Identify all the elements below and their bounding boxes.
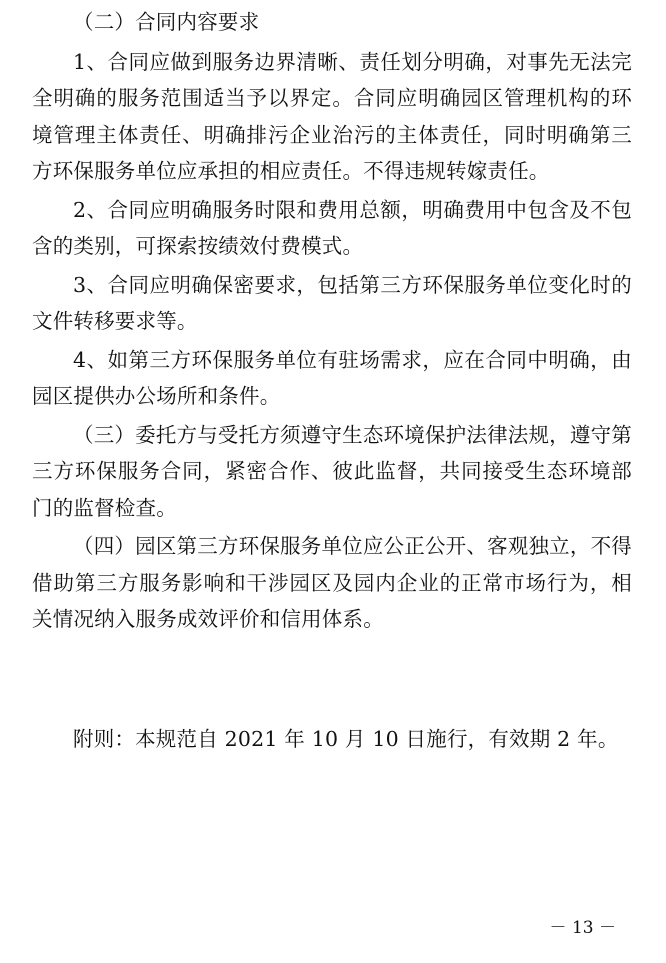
document-body xyxy=(32,4,632,640)
paragraph-5: （三）委托方与受托方须遵守生态环境保护法律法规，遵守第三方环保服务合同，紧密合作、彼此监督，共同接受生态环境部门的监督检查。 xyxy=(32,422,632,520)
paragraph-2: 2、合同应明确服务时限和费用总额，明确费用中包含及不包含的类别，可探索按绩效付费模式。 xyxy=(32,197,632,258)
page-number: － 13 － xyxy=(549,918,616,938)
section-heading: （二）合同内容要求 xyxy=(73,10,260,34)
paragraph-3: 3、合同应明确保密要求，包括第三方环保服务单位变化时的文件转移要求等。 xyxy=(32,272,632,333)
paragraph-1: 1、合同应做到服务边界清晰、责任划分明确，对事先无法完全明确的服务范围适当予以界定。合同应明确园区管理机构的环境管理主体责任、明确排污企业治污的主体责任，同时明确第三方环保服务单位应承担的相应责任。不得违规转嫁责任。 xyxy=(32,49,632,183)
paragraph-6: （四）园区第三方环保服务单位应公正公开、客观独立，不得借助第三方服务影响和干涉园区及园内企业的正常市场行为，相关情况纳入服务成效评价和信用体系。 xyxy=(32,534,632,631)
appendix-note: 附则：本规范自 2021 年 10 月 10 日施行，有效期 2 年。 xyxy=(73,726,619,751)
paragraph-4: 4、如第三方环保服务单位有驻场需求，应在合同中明确，由园区提供办公场所和条件。 xyxy=(32,347,632,408)
